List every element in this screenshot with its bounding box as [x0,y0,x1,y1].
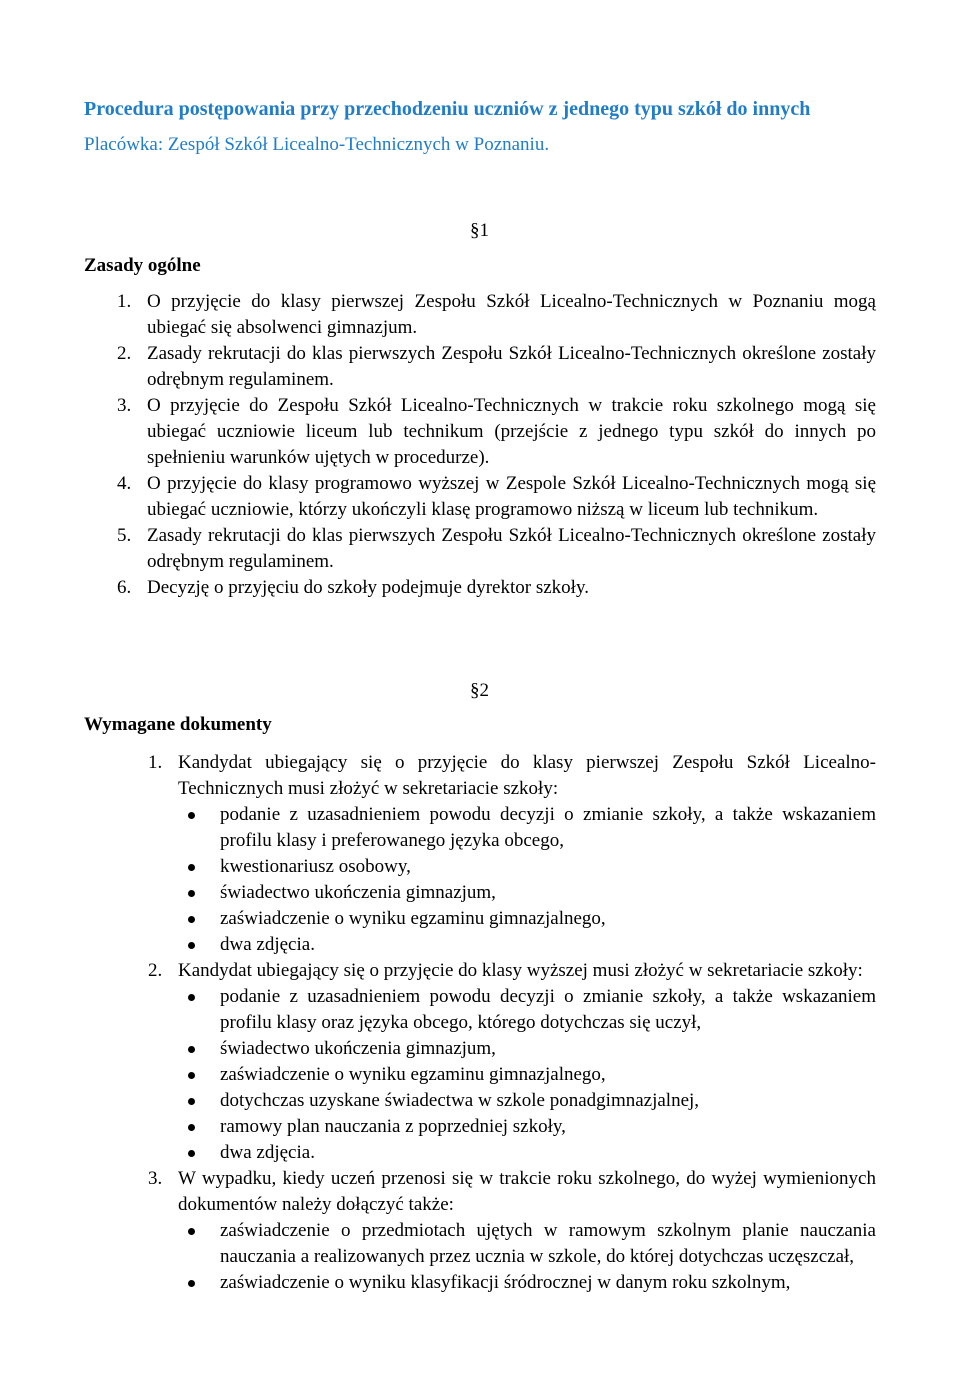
list-item [117,523,876,575]
bullet-text: świadectwo ukończenia gimnazjum, [220,1038,496,1059]
item-number: 5. [117,525,132,546]
bullet-dot [188,890,195,897]
list-item [148,1166,876,1296]
item-text: Decyzję o przyjęciu do szkoły podejmuje dyrektor szkoły. [147,577,589,598]
item-text: Zasady rekrutacji do klas pierwszych Zespołu Szkół Licealno-Technicznych określone zostały odrębnym regulaminem. [147,343,876,390]
list-item [117,393,876,471]
bullet-dot [188,864,195,871]
bullet-dot [188,1280,195,1287]
document-subtitle: Placówka: Zespół Szkół Licealno-Technicznych w Poznaniu. [84,134,550,155]
item-text: Zasady rekrutacji do klas pierwszych Zespołu Szkół Licealno-Technicznych określone zostały odrębnym regulaminem. [147,525,876,572]
bullet-item [178,1062,876,1088]
list-item [117,289,876,341]
bullet-item [178,1270,876,1296]
section-2-number: §2 [470,680,489,701]
bullet-text: dotychczas uzyskane świadectwa w szkole ponadgimnazjalnej, [220,1090,700,1111]
item-text: O przyjęcie do Zespołu Szkół Licealno-Technicznych w trakcie roku szkolnego mogą się ubiegać uczniowie liceum lub technikum (przejście z jednego typu szkół do innych po spełnieniu warunków ujętych w procedurze). [147,395,876,468]
bullet-text: zaświadczenie o wyniku egzaminu gimnazjalnego, [220,908,606,929]
bullet-item [178,880,876,906]
item-number: 6. [117,577,132,598]
bullet-item [178,802,876,854]
bullet-text: zaświadczenie o wyniku egzaminu gimnazjalnego, [220,1064,606,1085]
bullet-dot [188,994,195,1001]
section-1-heading: Zasady ogólne [84,255,201,276]
bullet-item [178,1114,876,1140]
bullet-dot [188,1046,195,1053]
bullet-item [178,1218,876,1270]
bullet-list [178,802,876,958]
bullet-item [178,854,876,880]
bullet-text: ramowy plan nauczania z poprzedniej szkoły, [220,1116,566,1137]
bullet-dot [188,942,195,949]
bullet-text: zaświadczenie o przedmiotach ujętych w ramowym szkolnym planie nauczania nauczania a realizowanych przez ucznia w szkole, do której dotychczas uczęszczał, [220,1220,876,1267]
bullet-item [178,906,876,932]
item-text: W wypadku, kiedy uczeń przenosi się w trakcie roku szkolnego, do wyżej wymienionych dokumentów należy dołączyć także: [178,1168,876,1215]
section-1-number: §1 [470,220,489,241]
bullet-text: zaświadczenie o wyniku klasyfikacji śródrocznej w danym roku szkolnym, [220,1272,791,1293]
bullet-item [178,984,876,1036]
bullet-text: podanie z uzasadnieniem powodu decyzji o zmianie szkoły, a także wskazaniem profilu klasy i preferowanego języka obcego, [220,804,876,851]
bullet-item [178,1140,876,1166]
bullet-list [178,1218,876,1296]
item-number: 3. [148,1168,163,1189]
bullet-dot [188,812,195,819]
bullet-text: dwa zdjęcia. [220,1142,315,1163]
item-number: 4. [117,473,132,494]
list-item [117,575,876,601]
bullet-dot [188,1072,195,1079]
bullet-dot [188,1098,195,1105]
item-number: 1. [148,752,163,773]
section-2-heading: Wymagane dokumenty [84,714,272,735]
item-text: O przyjęcie do klasy programowo wyższej w Zespole Szkół Licealno-Technicznych mogą się ubiegać uczniowie, którzy ukończyli klasę programowo niższą w liceum lub technikum. [147,473,876,520]
bullet-item [178,1088,876,1114]
list-item [117,341,876,393]
section-2-list [148,750,876,1296]
bullet-dot [188,1228,195,1235]
item-number: 2. [148,960,163,981]
item-text: Kandydat ubiegający się o przyjęcie do klasy wyższej musi złożyć w sekretariacie szkoły: [178,960,863,981]
bullet-dot [188,916,195,923]
item-number: 3. [117,395,132,416]
list-item [117,471,876,523]
list-item [148,750,876,958]
list-item [148,958,876,1166]
section-1-list [117,289,876,601]
bullet-text: świadectwo ukończenia gimnazjum, [220,882,496,903]
bullet-item [178,932,876,958]
item-number: 2. [117,343,132,364]
item-text: O przyjęcie do klasy pierwszej Zespołu Szkół Licealno-Technicznych w Poznaniu mogą ubiegać się absolwenci gimnazjum. [147,291,876,338]
item-text: Kandydat ubiegający się o przyjęcie do klasy pierwszej Zespołu Szkół Licealno-Technicznych musi złożyć w sekretariacie szkoły: [178,752,876,799]
bullet-text: dwa zdjęcia. [220,934,315,955]
bullet-dot [188,1150,195,1157]
bullet-dot [188,1124,195,1131]
bullet-item [178,1036,876,1062]
bullet-text: kwestionariusz osobowy, [220,856,411,877]
bullet-text: podanie z uzasadnieniem powodu decyzji o zmianie szkoły, a także wskazaniem profilu klasy oraz języka obcego, którego dotychczas się uczył, [220,986,876,1033]
bullet-list [178,984,876,1166]
item-number: 1. [117,291,132,312]
document-title: Procedura postępowania przy przechodzeniu uczniów z jednego typu szkół do innych [84,98,811,120]
